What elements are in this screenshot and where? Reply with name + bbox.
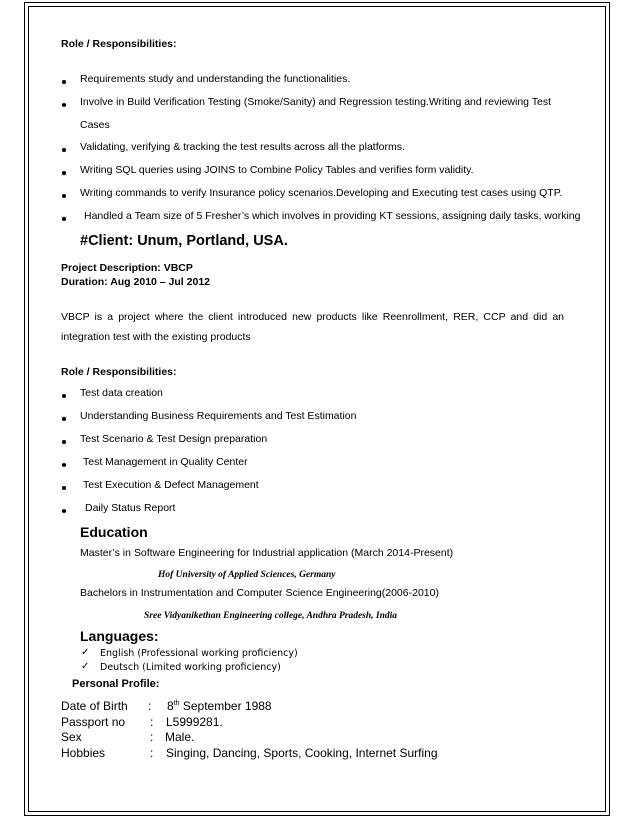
list-item: Handled a Team size of 5 Fresher’s which involves in providing KT sessions, assigning daily tasks, working bbox=[84, 210, 581, 222]
bullet-icon bbox=[62, 148, 66, 152]
list-item: Test Scenario & Test Design preparation bbox=[80, 433, 268, 445]
client-heading: #Client: Unum, Portland, USA. bbox=[80, 233, 288, 249]
languages-title: Languages: bbox=[80, 628, 159, 644]
project-paragraph-line: VBCP is a project where the client introduced new products like Reenrollment, RER, CCP and did an bbox=[61, 311, 564, 323]
education-masters: Master’s in Software Engineering for Industrial application (March 2014-Present) bbox=[80, 547, 454, 559]
list-item: Test data creation bbox=[80, 387, 163, 399]
profile-separator: : bbox=[150, 746, 154, 760]
role-heading: Role / Responsibilities: bbox=[61, 366, 177, 378]
bullet-icon bbox=[62, 80, 66, 84]
list-item: Writing SQL queries using JOINS to Combine Policy Tables and verifies form validity. bbox=[80, 164, 474, 176]
bullet-icon bbox=[62, 463, 66, 467]
bullet-icon bbox=[62, 171, 66, 175]
education-title: Education bbox=[80, 524, 148, 540]
profile-value-passport: L5999281. bbox=[166, 715, 223, 729]
bullet-icon bbox=[62, 194, 66, 198]
profile-separator: : bbox=[150, 715, 154, 729]
bullet-icon bbox=[62, 103, 66, 107]
checkmark-icon: ✓ bbox=[81, 647, 90, 658]
profile-separator: : bbox=[148, 699, 152, 713]
education-bachelors-school: Sree Vidyanikethan Engineering college, Andhra Pradesh, India bbox=[144, 611, 398, 621]
list-item: Validating, verifying & tracking the test results across all the platforms. bbox=[80, 141, 405, 153]
language-item: Deutsch (Limited working proficiency) bbox=[100, 662, 281, 673]
project-paragraph-line: integration test with the existing products bbox=[61, 331, 251, 343]
project-description: Project Description: VBCP bbox=[61, 262, 193, 274]
profile-value-hobbies: Singing, Dancing, Sports, Cooking, Internet Surfing bbox=[166, 746, 438, 760]
education-bachelors: Bachelors in Instrumentation and Computer Science Engineering(2006-2010) bbox=[80, 587, 439, 599]
list-item: Understanding Business Requirements and Test Estimation bbox=[80, 410, 357, 422]
profile-separator: : bbox=[150, 730, 154, 744]
bullet-icon bbox=[62, 509, 66, 513]
bullet-icon bbox=[62, 440, 66, 444]
checkmark-icon: ✓ bbox=[81, 661, 90, 672]
list-item: Requirements study and understanding the functionalities. bbox=[80, 73, 351, 85]
list-item: Involve in Build Verification Testing (Smoke/Sanity) and Regression testing.Writing and reviewing Test bbox=[80, 96, 551, 108]
language-item: English (Professional working proficiency) bbox=[100, 648, 298, 659]
bullet-icon bbox=[62, 217, 66, 221]
list-item: Test Execution & Defect Management bbox=[83, 479, 259, 491]
profile-value-dob: 8th September 1988 bbox=[167, 699, 272, 713]
role-heading: Role / Responsibilities: bbox=[61, 38, 177, 50]
page-border-inner bbox=[28, 6, 606, 812]
list-item: Daily Status Report bbox=[85, 502, 176, 514]
education-masters-school: Hof University of Applied Sciences, Germany bbox=[158, 570, 336, 580]
list-item: Writing commands to verify Insurance policy scenarios.Developing and Executing test cases using QTP. bbox=[80, 187, 563, 199]
profile-label-dob: Date of Birth bbox=[61, 699, 128, 713]
profile-value-sex: Male. bbox=[165, 730, 195, 744]
project-duration: Duration: Aug 2010 – Jul 2012 bbox=[61, 276, 210, 288]
list-item-continuation: Cases bbox=[80, 119, 110, 131]
bullet-icon bbox=[62, 486, 66, 490]
personal-profile-title: Personal Profile: bbox=[72, 678, 160, 690]
profile-label-hobbies: Hobbies bbox=[61, 746, 106, 760]
profile-label-sex: Sex bbox=[61, 730, 82, 744]
profile-label-passport: Passport no bbox=[61, 715, 126, 729]
list-item: Test Management in Quality Center bbox=[83, 456, 248, 468]
bullet-icon bbox=[62, 394, 66, 398]
bullet-icon bbox=[62, 417, 66, 421]
